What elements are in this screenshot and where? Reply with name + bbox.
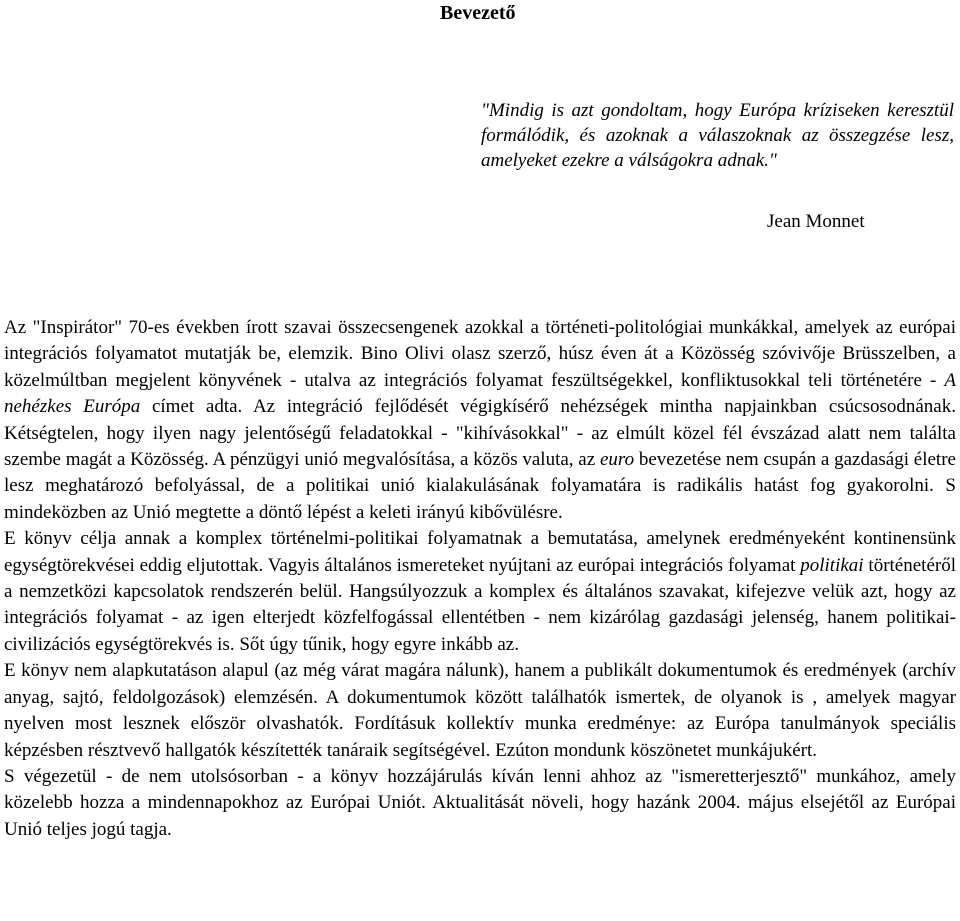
paragraph-1-part-3: bevezetése nem csupán a gazdasági életre lesz meghatározó befolyással, de a politikai unió kialakulásának folyamatára is radikális hatást fog gyakorolni. S mindeközben az Unió megtette a döntő lépést a keleti irányú kibővülésre. — [4, 449, 956, 523]
paragraph-2-part-1: E könyv célja annak a komplex történelmi-politikai folyamatnak a bemutatása, amelynek eredményeként kontinensünk egységtörekvései eddig eljutottak. Vagyis általános ismereteket nyújtani az európai integrációs folyamat — [4, 528, 956, 576]
politikai-term: politikai — [800, 554, 864, 576]
paragraph-1-part-2: címet adta. Az integráció fejlődését végigkísérő nehézségek mintha napjainkban csúcsosodnának. Kétségtelen, hogy ilyen nagy jelentőségű feladatokkal - "kihívásokkal" - az elmúlt közel fél évszázad alatt nem találta szembe magát a Közösség. A pénzügyi unió megvalósítása, a közös valuta, az — [4, 396, 956, 471]
paragraph-1-part-1: Az "Inspirátor" 70-es években írott szavai összecsengenek azokkal a történeti-politológiai munkákkal, amelyek az európai integrációs folyamatot mutatják be, elemzik. Bino Olivi olasz szerző, húsz éven át a Közösség szóvivője Brüsszelben, a közelmúltban megjelent könyvének - utalva az integrációs folyamat feszültségekkel, konfliktusokkal teli történetére - — [4, 317, 956, 391]
epigraph-quote: "Mindig is azt gondoltam, hogy Európa kríziseken keresztül formálódik, és azoknak a válaszoknak az összegzése lesz, amelyeket ezekre a válságokra adnak." — [481, 100, 954, 172]
body-text — [4, 315, 956, 843]
paragraph-1 — [4, 315, 956, 526]
paragraph-2 — [4, 526, 956, 658]
paragraph-2-part-2: történetéről a nemzetközi kapcsolatok rendszerén belül. Hangsúlyozzuk a komplex és általános szavakat, kifejezve velük azt, hogy az integrációs folyamat - az igen elterjedt közfelfogással ellentétben - nem kizárólag gazdasági jelenség, hanem politikai-civilizációs egységtörekvés is. Sőt úgy tűnik, hogy egyre inkább az. — [4, 554, 956, 655]
paragraph-3: E könyv nem alapkutatáson alapul (az még várat magára nálunk), hanem a publikált dokumentumok és eredmények (archív anyag, sajtó, feldolgozások) elemzésén. A dokumentumok között találhatók ismertek, de olyanok is , amelyek magyar nyelven most lesznek először olvashatók. Fordításuk kollektív munka eredménye: az Európa tanulmányok speciális képzésben résztvevő hallgatók készítették tanáraik segítségével. Ezúton mondunk köszönetet munkájukért. — [4, 660, 956, 761]
book-title: A nehézkes Európa — [4, 369, 956, 418]
epigraph-author: Jean Monnet — [767, 211, 865, 232]
euro-term: euro — [599, 449, 635, 471]
page-heading: Bevezető — [440, 2, 516, 24]
paragraph-4: S végezetül - de nem utolsósorban - a könyv hozzájárulás kíván lenni ahhoz az "ismeretterjesztő" munkához, amely közelebb hozza a mindennapokhoz az Európai Uniót. Aktualitását növeli, hogy hazánk 2004. május elsejétől az Európai Unió teljes jogú tagja. — [4, 765, 956, 840]
